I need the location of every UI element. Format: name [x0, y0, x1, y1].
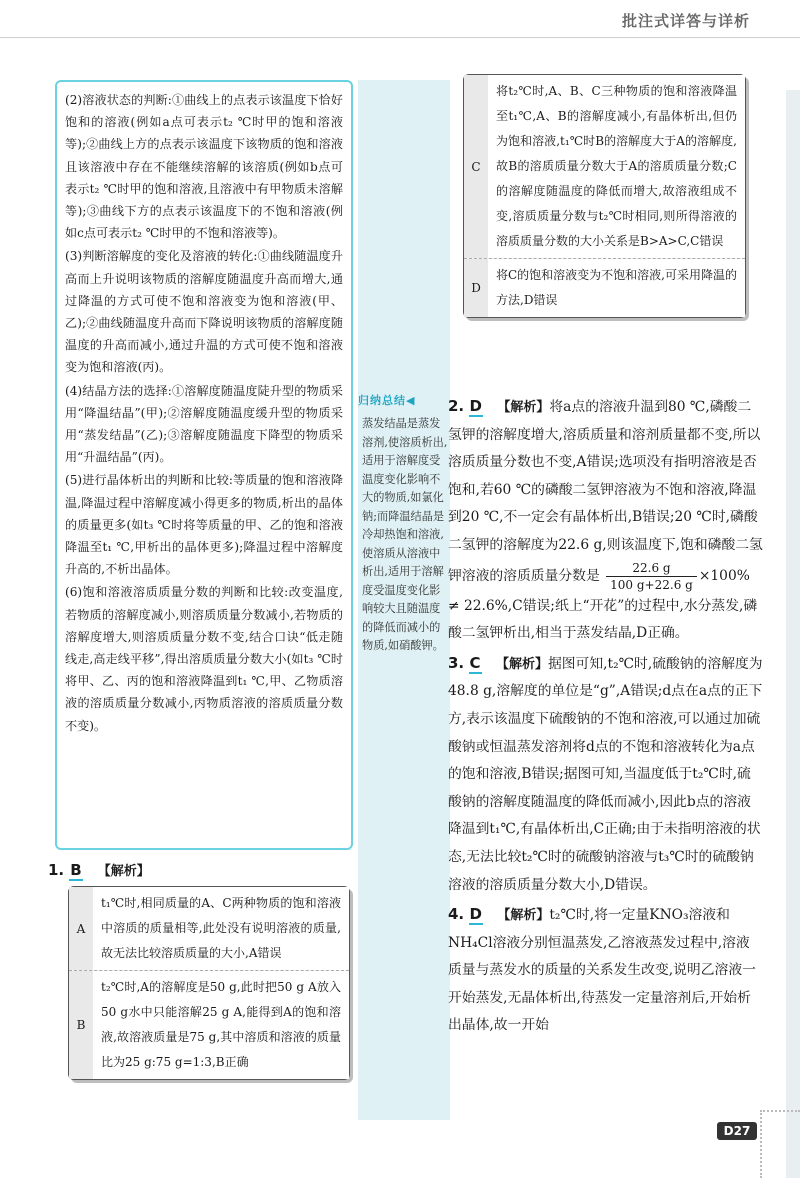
knowledge-item-2: (2)溶液状态的判断:①曲线上的点表示该温度下恰好饱和的溶液(例如a点可表示t₂ ℃时甲的饱和溶液等);②曲线上方的点表示该温度下该物质的饱和溶液且该溶液中存在不能继续溶解的该溶质(例如b点可表示t₂ ℃时甲的饱和溶液,且溶液中有甲物质未溶解等);③曲线下方的点表示该温度下的不饱和溶液(例如c点可表示t₂ ℃时甲的不饱和溶液等)。 [65, 93, 343, 241]
answer-2 [448, 393, 763, 648]
summary-sidebar [358, 80, 450, 1120]
q3-text: 据图可知,t₂℃时,硫酸钠的溶解度为48.8 g,溶解度的单位是“g”,A错误;d点在a点的正下方,表示该温度下硫酸钠的不饱和溶液,可以通过加硫酸钠或恒温蒸发溶剂将d点的不饱和溶液转化为a点的饱和溶液,B错误;据图可知,当温度低于t₂℃时,硫酸钠的溶解度随温度的降低而减小,因此b点的溶液降温到t₁℃,有晶体析出,C正确;由于未指明溶液的状态,无法比较t₂℃时的硫酸钠溶液与t₃℃时的硫酸钠溶液的溶质质量分数大小,D错误。 [448, 655, 763, 893]
q4-answer: D [469, 905, 482, 924]
answer-4 [448, 901, 763, 1040]
option-letter: A [69, 887, 93, 970]
q3-number: 3. [448, 653, 465, 672]
knowledge-item-6: (6)饱和溶液溶质质量分数的判断和比较:改变温度,若物质的溶解度减小,则溶质质量分数减小,若物质的溶解度增大,则溶质质量分数不变,结合口诀“低走随线走,高走线平移”,得出溶质质量分数大小(如t₃ ℃时将甲、乙、丙的饱和溶液降温到t₁ ℃,甲、乙物质溶液的溶质质量分数减小,丙物质溶液的溶质质量分数不变)。 [65, 585, 343, 733]
knowledge-item-4: (4)结晶方法的选择:①溶解度随温度陡升型的物质采用“降温结晶”(甲);②溶解度随温度缓升型的物质采用“蒸发结晶”(乙);③溶解度随温度下降型的物质采用“升温结晶”(丙)。 [65, 383, 343, 465]
q1-number: 1. [48, 861, 65, 879]
q1-options-table-continued [463, 74, 746, 318]
option-text: 将C的饱和溶液变为不饱和溶液,可采用降温的方法,D错误 [488, 259, 745, 317]
q2-number: 2. [448, 397, 465, 415]
option-row-b [69, 971, 349, 1079]
q3-answer: C [469, 653, 481, 672]
q4-analysis-tag: 【解析】 [497, 908, 550, 924]
option-letter: B [69, 971, 93, 1079]
header-title: 批注式详答与详析 [621, 12, 750, 30]
q2-text-b: ×100% ≠ 22.6%,C错误;纸上“开花”的过程中,水分蒸发,磷酸二氢钾析出,相当于蒸发结晶,D正确。 [448, 567, 758, 642]
summary-tag: 归纳总结◀ [358, 394, 416, 407]
q4-text: t₂℃时,将一定量KNO₃溶液和NH₄Cl溶液分别恒温蒸发,乙溶液蒸发过程中,溶液质量与蒸发水的质量的关系发生改变,说明乙溶液一开始蒸发,无晶体析出,待蒸发一定量溶剂后,开始析出晶体,故一开始 [448, 907, 756, 1034]
q2-fraction [606, 560, 697, 593]
option-letter: C [464, 75, 488, 258]
q2-answer: D [469, 397, 482, 415]
knowledge-box [55, 80, 353, 850]
dotted-border-horizontal [760, 1110, 800, 1112]
q3-analysis-tag: 【解析】 [495, 656, 548, 672]
option-text: 将t₂℃时,A、B、C三种物质的饱和溶液降温至t₁℃,A、B的溶解度减小,有晶体析出,但仍为饱和溶液,t₁℃时B的溶解度大于A的溶解度,故B的溶质质量分数大于A的溶质质量分数;C的溶解度随温度的降低而增大,故溶液组成不变,溶质质量分数与t₂℃时相同,则所得溶液的溶质质量分数的大小关系是B>A>C,C错误 [488, 75, 745, 258]
option-letter: D [464, 259, 488, 317]
option-text: t₁℃时,相同质量的A、C两种物质的饱和溶液中溶质的质量相等,此处没有说明溶液的质量,故无法比较溶质质量的大小,A错误 [93, 887, 349, 970]
q2-analysis-tag: 【解析】 [497, 400, 550, 415]
knowledge-item-3: (3)判断溶解度的变化及溶液的转化:①曲线随温度升高而上升说明该物质的溶解度随温度升高而增大,通过降温的方式可使不饱和溶液变为饱和溶液(甲、乙);②曲线随温度升高而下降说明该物质的溶解度随温度的升高而减小,通过升温的方式可使不饱和溶液变为饱和溶液(丙)。 [65, 249, 343, 375]
option-row-c [464, 75, 745, 259]
option-text: t₂℃时,A的溶解度是50 g,此时把50 g A放入50 g水中只能溶解25 g A,能得到A的饱和溶液,故溶液质量是75 g,其中溶质和溶液的质量比为25 g:75 g=1:3,B正确 [93, 971, 349, 1079]
summary-text: 蒸发结晶是蒸发溶剂,使溶质析出,适用于溶解度受温度变化影响不大的物质,如氯化钠;而降温结晶是冷却热饱和溶液,使溶质从溶液中析出,适用于溶解度受温度变化影响较大且随温度的降低而减小的物质,如硝酸钾。 [362, 417, 448, 652]
page-edge-strip [786, 90, 800, 1178]
fraction-numerator: 22.6 g [606, 560, 697, 577]
q2-text-a: 将a点的溶液升温到80 ℃,磷酸二氢钾的溶解度增大,溶质质量和溶剂质量都不变,所以溶质质量分数也不变,A错误;选项没有指明溶液是否饱和,若60 ℃的磷酸二氢钾溶液为不饱和溶液,降温到20 ℃,不一定会有晶体析出,B错误;20 ℃时,磷酸二氢钾的溶解度为22.6 g,则该温度下,饱和磷酸二氢钾溶液的溶质质量分数是 [448, 399, 763, 584]
fraction-denominator: 100 g+22.6 g [610, 577, 693, 592]
page-number: D27 [717, 1122, 757, 1140]
q4-number: 4. [448, 905, 465, 924]
q1-heading [48, 860, 150, 879]
option-row-d [464, 259, 745, 317]
answer-3 [448, 650, 763, 899]
q1-analysis-tag: 【解析】 [97, 864, 150, 879]
header-divider [0, 37, 800, 38]
answers-column [448, 393, 763, 1042]
option-row-a [69, 887, 349, 971]
dotted-border-vertical [760, 1110, 762, 1178]
knowledge-item-5: (5)进行晶体析出的判断和比较:等质量的饱和溶液降温,降温过程中溶解度减小得更多的物质,析出的晶体的质量更多(如t₃ ℃时将等质量的甲、乙的饱和溶液降温至t₁ ℃,甲析出的晶体更多);降温过程中溶解度升高的,不析出晶体。 [65, 473, 343, 577]
q1-options-table [68, 886, 350, 1080]
q1-answer: B [70, 861, 82, 879]
